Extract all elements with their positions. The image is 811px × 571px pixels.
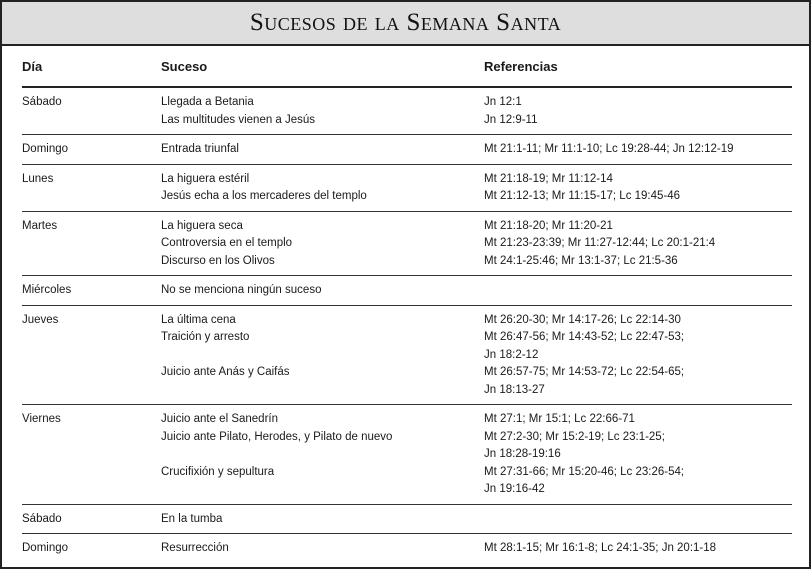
ref-line: Mt 27:2-30; Mr 15:2-19; Lc 23:1-25; — [484, 430, 665, 443]
table-row — [22, 276, 792, 306]
event-item — [161, 112, 792, 130]
event-name: La última cena — [161, 313, 236, 326]
event-item — [161, 218, 792, 236]
event-item — [161, 329, 792, 364]
header-refs: Referencias — [484, 59, 558, 74]
event-refs — [484, 253, 792, 271]
table-row — [22, 405, 792, 505]
event-name: Crucifixión y sepultura — [161, 465, 275, 478]
event-refs — [484, 364, 792, 399]
event-refs — [484, 171, 792, 189]
day-cell: Viernes — [22, 413, 61, 425]
event-refs — [484, 94, 792, 112]
event-name: Juicio ante Anás y Caifás — [161, 366, 290, 378]
ref-line: Jn 18:28-19:16 — [484, 448, 561, 460]
table-row — [22, 165, 792, 212]
event-item — [161, 364, 792, 399]
event-item — [161, 511, 792, 529]
table-row — [22, 135, 792, 165]
event-refs — [484, 312, 792, 330]
events-cell — [161, 282, 792, 300]
event-name: Juicio ante Pilato, Herodes, y Pilato de nuevo — [161, 430, 393, 443]
event-name: Llegada a Betania — [161, 96, 254, 108]
event-refs — [484, 464, 792, 499]
events-cell — [161, 141, 792, 159]
ref-line: Mt 21:18-20; Mr 11:20-21 — [484, 219, 613, 232]
event-refs — [484, 235, 792, 253]
ref-line: Mt 21:18-19; Mr 11:12-14 — [484, 172, 613, 185]
event-item — [161, 312, 792, 330]
ref-line: Jn 12:9-11 — [484, 113, 538, 126]
events-cell — [161, 94, 792, 129]
event-name: Controversia en el templo — [161, 237, 293, 249]
ref-line: Mt 26:57-75; Mr 14:53-72; Lc 22:54-65; — [484, 366, 685, 378]
event-refs — [484, 282, 792, 300]
event-name: Resurrección — [161, 542, 229, 554]
events-cell — [161, 218, 792, 271]
event-name: No se menciona ningún suceso — [161, 284, 322, 296]
event-refs — [484, 540, 792, 558]
event-name: Traición y arresto — [161, 331, 250, 343]
event-name: La higuera seca — [161, 219, 243, 232]
ref-line: Mt 26:20-30; Mr 14:17-26; Lc 22:14-30 — [484, 313, 681, 326]
ref-line: Mt 28:1-15; Mr 16:1-8; Lc 24:1-35; Jn 20:1-18 — [484, 542, 717, 554]
event-item — [161, 464, 792, 499]
event-name: Discurso en los Olivos — [161, 254, 275, 267]
event-refs — [484, 218, 792, 236]
day-cell: Jueves — [22, 313, 59, 326]
events-cell — [161, 411, 792, 499]
event-name: Entrada triunfal — [161, 143, 239, 155]
ref-line: Mt 21:23-23:39; Mr 11:27-12:44; Lc 20:1-21:4 — [484, 237, 716, 249]
event-refs — [484, 141, 792, 159]
day-cell: Lunes — [22, 172, 54, 185]
header-day: Día — [22, 59, 43, 74]
ref-line: Jn 18:2-12 — [484, 348, 539, 361]
day-cell: Miércoles — [22, 284, 72, 296]
ref-line: Mt 24:1-25:46; Mr 13:1-37; Lc 21:5-36 — [484, 254, 678, 267]
event-name: Las multitudes vienen a Jesús — [161, 113, 316, 126]
event-refs — [484, 329, 792, 364]
event-item — [161, 411, 792, 429]
events-cell — [161, 171, 792, 206]
ref-line: Mt 26:47-56; Mr 14:43-52; Lc 22:47-53; — [484, 331, 685, 343]
day-cell: Martes — [22, 219, 58, 232]
table-row — [22, 306, 792, 406]
header-event: Suceso — [161, 59, 208, 74]
events-cell — [161, 540, 792, 558]
ref-line: Mt 21:1-11; Mr 11:1-10; Lc 19:28-44; Jn 12:12-19 — [484, 143, 734, 155]
table-row — [22, 534, 792, 563]
event-refs — [484, 511, 792, 529]
page-title: Sucesos de la Semana Santa — [249, 9, 562, 36]
event-name: La higuera estéril — [161, 172, 250, 185]
event-item — [161, 235, 792, 253]
event-item — [161, 253, 792, 271]
day-cell: Domingo — [22, 143, 69, 155]
event-item — [161, 94, 792, 112]
event-refs — [484, 112, 792, 130]
event-name: Jesús echa a los mercaderes del templo — [161, 190, 367, 202]
table-body — [22, 88, 792, 563]
day-cell: Sábado — [22, 96, 62, 108]
events-cell — [161, 511, 792, 529]
events-table — [22, 54, 792, 563]
ref-line: Jn 18:13-27 — [484, 383, 545, 396]
day-cell: Domingo — [22, 542, 69, 554]
event-item — [161, 141, 792, 159]
event-item — [161, 171, 792, 189]
table-row — [22, 212, 792, 277]
ref-line: Mt 21:12-13; Mr 11:15-17; Lc 19:45-46 — [484, 190, 681, 202]
ref-line: Jn 12:1 — [484, 96, 522, 108]
event-item — [161, 540, 792, 558]
ref-line: Mt 27:31-66; Mr 15:20-46; Lc 23:26-54; — [484, 465, 685, 478]
event-refs — [484, 411, 792, 429]
ref-line: Jn 19:16-42 — [484, 483, 545, 495]
table-header — [22, 54, 792, 88]
day-cell: Sábado — [22, 512, 62, 525]
event-name: En la tumba — [161, 512, 223, 525]
table-row — [22, 505, 792, 535]
title-band — [2, 2, 809, 46]
event-refs — [484, 188, 792, 206]
ref-line: Mt 27:1; Mr 15:1; Lc 22:66-71 — [484, 413, 635, 425]
event-item — [161, 188, 792, 206]
table-row — [22, 88, 792, 135]
event-name: Juicio ante el Sanedrín — [161, 413, 278, 425]
events-cell — [161, 312, 792, 400]
event-refs — [484, 429, 792, 464]
event-item — [161, 282, 792, 300]
event-item — [161, 429, 792, 464]
